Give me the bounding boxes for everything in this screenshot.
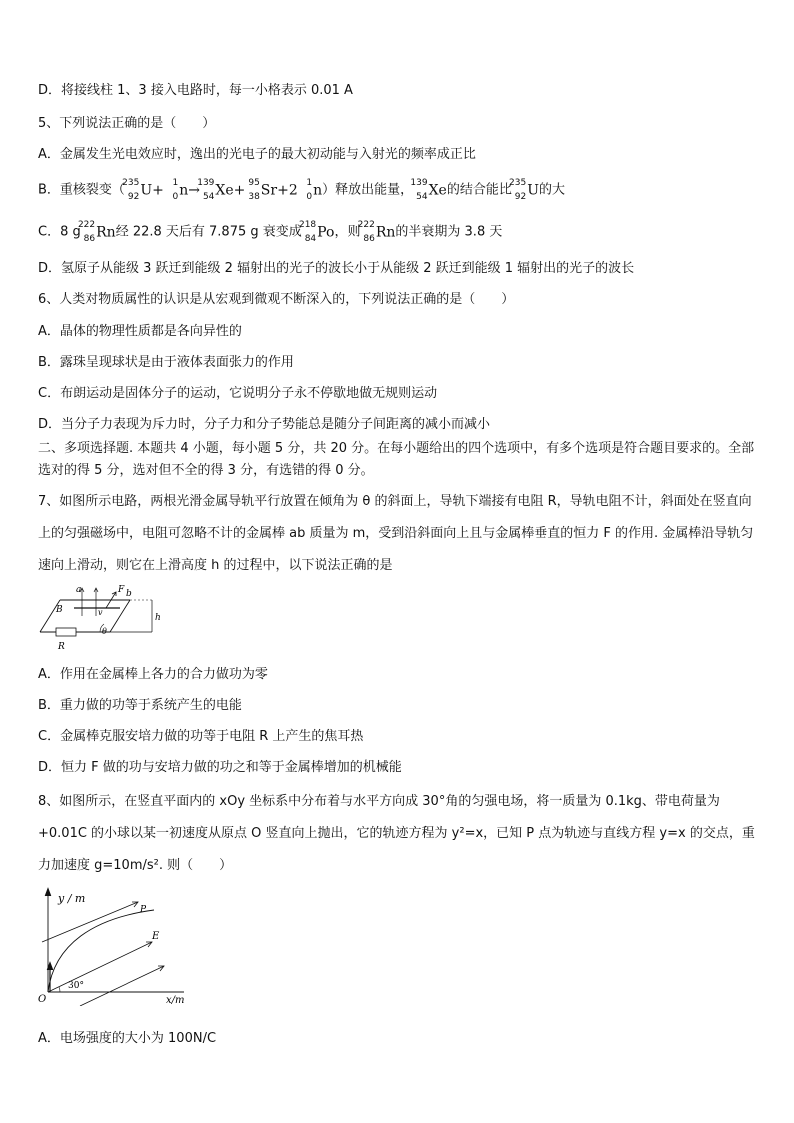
isotope-po-218 [298, 220, 335, 244]
label-r: R [58, 642, 65, 652]
element-symbol: U [140, 182, 153, 198]
q7-option-b: B．重力做的功等于系统产生的电能 [38, 698, 242, 713]
field-line-2 [48, 942, 152, 992]
field-e-label: E [152, 931, 160, 942]
isotope-numbers [164, 178, 178, 202]
isotope-numbers [197, 178, 215, 202]
q5-option-b-prefix: B．重核裂变（ [38, 182, 125, 198]
isotope-rn-222-b [357, 220, 396, 244]
q6-stem: 6、人类对物质属性的认识是从宏观到微观不断深入的，下列说法正确的是（ ） [38, 292, 515, 307]
isotope-numbers [357, 220, 375, 244]
mass-number: 235 [509, 178, 527, 188]
equation-operator: +2 [277, 182, 298, 198]
q7-option-a: A．作用在金属棒上各力的合力做功为零 [38, 667, 268, 682]
q5-option-b-suffix: 的大 [539, 182, 566, 198]
q5-option-b [38, 178, 565, 203]
atomic-number: 86 [83, 234, 96, 244]
q8-field-figure [34, 884, 194, 1006]
mass-number: 1 [172, 178, 179, 188]
q7-option-c: C．金属棒克服安培力做的功等于电阻 R 上产生的焦耳热 [38, 729, 364, 744]
right-rail [110, 600, 130, 632]
q6-option-c: C．布朗运动是固体分子的运动，它说明分子永不停歇地做无规则运动 [38, 386, 438, 401]
element-symbol: n [313, 182, 323, 198]
isotope-numbers [245, 178, 259, 202]
label-h: h [155, 613, 161, 623]
element-symbol: Xe [215, 182, 234, 198]
q5-stem: 5、下列说法正确的是（ ） [38, 116, 216, 131]
q6-option-b: B．露珠呈现球状是由于液体表面张力的作用 [38, 355, 294, 370]
isotope-rn-222 [77, 220, 116, 244]
mass-number: 139 [410, 178, 428, 188]
element-symbol: U [527, 182, 540, 198]
mass-number: 235 [122, 178, 140, 188]
mass-number: 139 [197, 178, 215, 188]
field-line-3 [80, 966, 164, 1006]
element-symbol: Sr [260, 182, 278, 198]
mass-number: 1 [306, 178, 313, 188]
angle-arc [59, 987, 60, 992]
trajectory-curve [48, 910, 154, 992]
q5-option-b-mid2: 的结合能比 [446, 182, 512, 198]
origin-label: O [38, 994, 47, 1005]
isotope-xe-139 [410, 178, 447, 202]
atomic-number: 92 [514, 192, 527, 202]
isotope-numbers [122, 178, 140, 202]
resistor [56, 628, 76, 636]
label-theta: θ [102, 627, 107, 636]
q5-option-c-mid: 经 22.8 天后有 7.875 g 衰变成 [115, 224, 302, 240]
atomic-number: 38 [248, 192, 260, 202]
equation-operator: → [188, 182, 201, 198]
x-axis-label: x/m [166, 995, 185, 1006]
mass-number: 218 [298, 220, 317, 230]
q5-option-a: A．金属发生光电效应时，逸出的光电子的最大初动能与入射光的频率成正比 [38, 147, 476, 162]
isotope-numbers [298, 178, 312, 202]
q5-option-d: D．氢原子从能级 3 跃迁到能级 2 辐射出的光子的波长小于从能级 2 跃迁到能级 1 辐射出的光子的波长 [38, 261, 635, 276]
q5-option-c-prefix: C．8 g [38, 224, 81, 240]
fission-equation [122, 178, 323, 202]
mass-number: 222 [357, 220, 375, 230]
isotope-numbers [77, 220, 96, 244]
isotope-numbers [509, 178, 527, 202]
atomic-number: 92 [127, 192, 140, 202]
atomic-number: 54 [202, 192, 215, 202]
equation-operator: + [152, 182, 164, 198]
label-f: F [118, 585, 125, 595]
atomic-number: 54 [416, 192, 428, 202]
equation-operator: + [233, 182, 246, 198]
mass-number: 222 [77, 220, 96, 230]
atomic-number: 84 [304, 234, 317, 244]
atomic-number: 0 [172, 192, 179, 202]
y-axis-label: y / m [58, 892, 86, 905]
q7-stem: 7、如图所示电路，两根光滑金属导轨平行放置在倾角为 θ 的斜面上，导轨下端接有电阻 R，导轨电阻不计，斜面处在竖直向上的匀强磁场中，电阻可忽略不计的金属棒 ab 质量为 m，受到沿斜面向上且与金属棒垂直的恒力 F 的作用. 金属棒沿导轨匀速向上滑动，则它在上滑高度 h 的过程中，以下说法正确的是 [38, 494, 754, 573]
q5-option-c [38, 220, 502, 245]
q7-rail-figure [36, 582, 166, 654]
atomic-number: 86 [363, 234, 375, 244]
element-symbol: Po [317, 224, 335, 240]
mass-number: 95 [248, 178, 260, 188]
field-line-1 [42, 902, 138, 942]
angle-label: 30° [68, 981, 84, 991]
element-symbol: n [179, 182, 189, 198]
q7-option-d: D．恒力 F 做的功与安培力做的功之和等于金属棒增加的机械能 [38, 760, 402, 775]
q5-option-c-suffix: 的半衰期为 3.8 天 [395, 224, 503, 240]
point-p-label: P [140, 905, 147, 915]
q4-option-d: D．将接线柱 1、3 接入电路时，每一小格表示 0.01 A [38, 83, 353, 98]
element-symbol: Xe [428, 182, 447, 198]
q6-option-a: A．晶体的物理性质都是各向异性的 [38, 324, 242, 339]
q6-option-d: D．当分子力表现为斥力时，分子力和分子势能总是随分子间距离的减小而减小 [38, 417, 491, 432]
q8-option-a: A．电场强度的大小为 100N/C [38, 1031, 217, 1046]
label-b: b [126, 589, 132, 599]
label-v: v [98, 608, 103, 617]
label-b-field: B [56, 605, 63, 615]
isotope-numbers [410, 178, 428, 202]
y-axis-arrowhead [45, 888, 51, 896]
section-2-header: 二、多项选择题. 本题共 4 小题，每小题 5 分，共 20 分。在每小题给出的四个选项中，有多个选项是符合题目要求的。全部选对的得 5 分，选对但不全的得 3 分，有选错的得 0 分。 [38, 441, 755, 478]
q8-stem: 8、如图所示，在竖直平面内的 xOy 坐标系中分布着与水平方向成 30°角的匀强电场，将一质量为 0.1kg、带电荷量为 +0.01C 的小球以某一初速度从原点 O 竖直向上抛出，它的轨迹方程为 y²=x，已知 P 点为轨迹与直线方程 y=x 的交点，重力加速度 g=10m/s². 则（ ） [38, 794, 755, 873]
q5-option-c-mid2: ，则 [334, 224, 361, 240]
element-symbol: Rn [96, 224, 116, 240]
atomic-number: 0 [306, 192, 313, 202]
label-a: a [76, 585, 82, 595]
element-symbol: Rn [375, 224, 396, 240]
isotope-numbers [298, 220, 317, 244]
q5-option-b-mid: ）释放出能量， [322, 182, 414, 198]
isotope-u-235 [509, 178, 540, 202]
